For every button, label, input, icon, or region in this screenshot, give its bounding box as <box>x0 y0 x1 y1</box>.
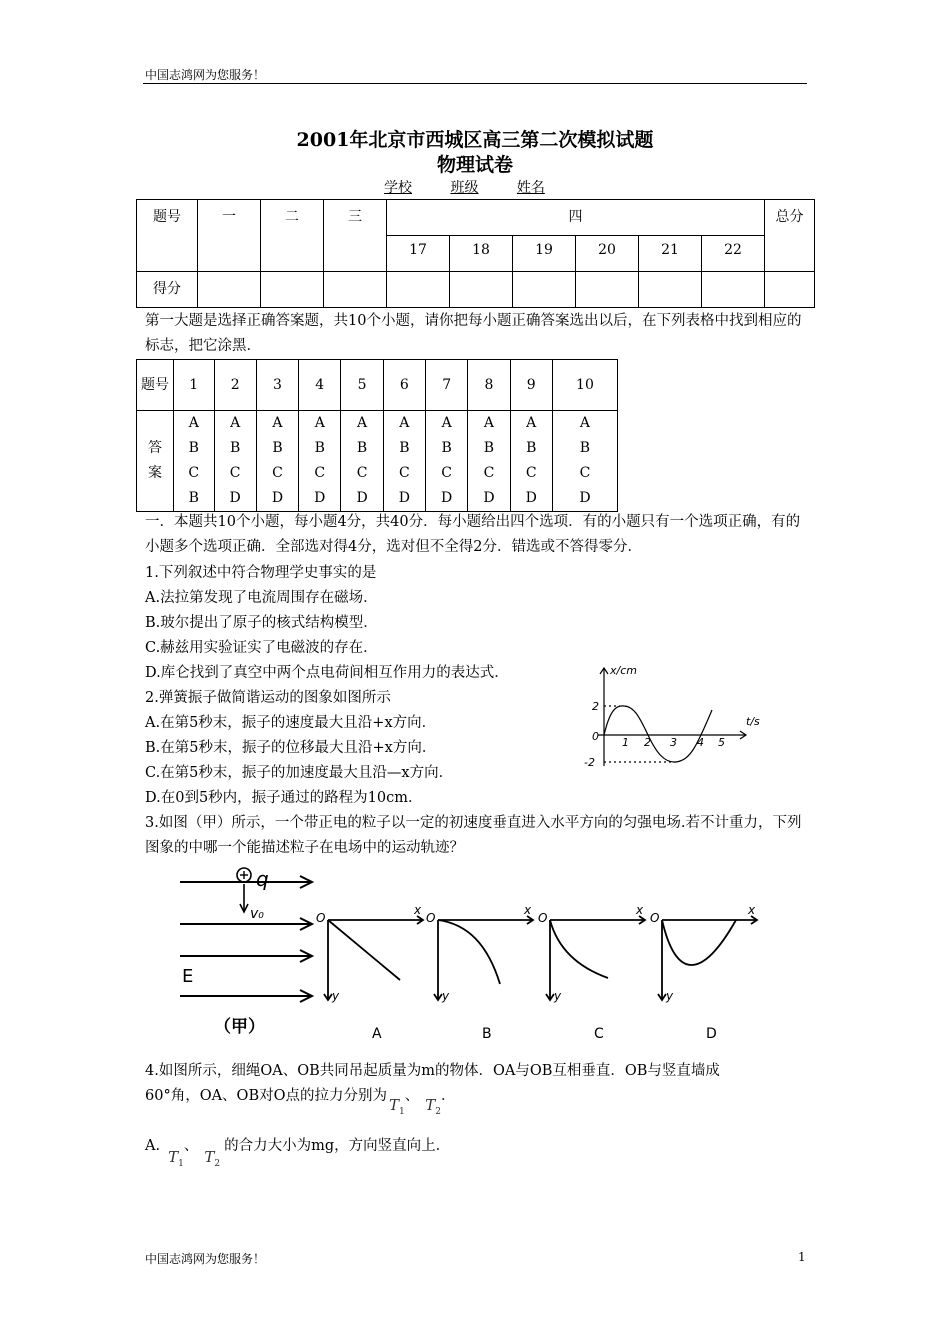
page-footer: 中国志鸿网为您服务！ <box>145 1252 266 1266</box>
option-origin-label: O <box>316 911 326 925</box>
score-cell[interactable] <box>576 272 639 308</box>
answer-choice[interactable]: B <box>441 440 452 456</box>
answer-choice[interactable]: D <box>356 490 368 506</box>
answer-choice[interactable]: C <box>398 465 410 481</box>
score-cell[interactable] <box>639 272 702 308</box>
score-subcol: 18 <box>450 236 513 272</box>
answer-cell <box>341 411 383 512</box>
q4-stem-text: 60°角，OA、OB对O点的拉力分别为 <box>145 1088 387 1104</box>
t2-symbol: T <box>204 1148 215 1166</box>
option-letter: D <box>706 1026 717 1042</box>
page-number: 1 <box>798 1250 806 1264</box>
answer-choice[interactable]: B <box>188 440 199 456</box>
score-subcol: 17 <box>387 236 450 272</box>
tension-t1 <box>389 1096 405 1117</box>
charge-label: q <box>256 867 269 891</box>
q2-option-b[interactable]: B.在第5秒末，振子的位移最大且沿+x方向． <box>145 740 437 756</box>
q2-option-c[interactable]: C.在第5秒末，振子的加速度最大且沿—x方向． <box>145 765 454 781</box>
answer-cell <box>174 411 215 512</box>
answer-number: 7 <box>426 360 468 411</box>
answer-choice[interactable]: A <box>272 415 283 431</box>
score-cell[interactable] <box>513 272 576 308</box>
answer-choice[interactable]: B <box>272 440 283 456</box>
q3-stem: 3.如图（甲）所示，一个带正电的粒子以一定的初速度垂直进入水平方向的匀强电场.若不计重力，下列图象的中哪一个能描述粒子在电场中的运动轨迹？ <box>145 815 802 856</box>
option-y-label: y <box>554 989 562 1003</box>
answer-choice[interactable]: C <box>314 465 326 481</box>
answer-choice[interactable]: B <box>188 490 199 506</box>
option-origin-label: O <box>426 911 436 925</box>
answer-choice[interactable]: C <box>579 465 591 481</box>
q1-option-d[interactable]: D.库仑找到了真空中两个点电荷间相互作用力的表达式． <box>145 665 509 681</box>
graph-xtick: 1 <box>622 736 629 749</box>
graph-ytick: 2 <box>592 700 599 713</box>
trajectory-curve <box>662 920 736 965</box>
separator: 、 <box>404 1088 420 1104</box>
answer-cell <box>426 411 468 512</box>
graph-x-label: t/s <box>746 715 760 728</box>
t2-subscript: 2 <box>214 1159 221 1169</box>
field-label: E <box>182 966 194 987</box>
answer-cell <box>214 411 256 512</box>
graph-y-label: x/cm <box>610 664 637 677</box>
score-cell[interactable] <box>387 272 450 308</box>
answer-choice[interactable]: A <box>314 415 325 431</box>
q4-stem-1: 4.如图所示，细绳OA、OB共同吊起质量为m的物体．OA与OB互相垂直．OB与竖直墙成 <box>145 1063 720 1079</box>
answer-cell <box>510 411 552 512</box>
answer-number: 2 <box>214 360 256 411</box>
answer-choice[interactable]: A <box>399 415 410 431</box>
q4-option-a[interactable] <box>145 1134 451 1169</box>
answer-cell <box>383 411 425 512</box>
q2-stem: 2.弹簧振子做简谐运动的图象如图所示 <box>145 690 391 706</box>
graph-origin: 0 <box>592 730 599 743</box>
score-row-label: 得分 <box>137 272 198 308</box>
oscillation-graph <box>580 660 780 780</box>
graph-xtick: 2 <box>644 736 651 749</box>
q2-option-d[interactable]: D.在0到5秒内，振子通过的路程为10cm． <box>145 790 423 806</box>
graph-xtick: 5 <box>718 736 725 749</box>
t1-subscript: 1 <box>178 1159 184 1169</box>
answer-choice[interactable]: C <box>229 465 241 481</box>
score-cell[interactable] <box>324 272 387 308</box>
velocity-label: v₀ <box>250 906 264 922</box>
graph-sine-curve <box>604 706 712 762</box>
answer-cell <box>552 411 617 512</box>
tension-t2 <box>204 1148 221 1169</box>
q3-figure <box>170 864 780 1049</box>
answer-choice[interactable]: B <box>579 440 591 456</box>
answer-choice[interactable]: A <box>579 415 590 431</box>
header-divider <box>143 83 807 84</box>
answer-number: 1 <box>174 360 215 411</box>
answer-cell <box>468 411 510 512</box>
answer-choice[interactable]: A <box>356 415 368 431</box>
graph-xtick: 4 <box>697 736 704 749</box>
answer-choice[interactable]: C <box>525 465 537 481</box>
score-subcol: 20 <box>576 236 639 272</box>
q4-option-a-prefix: A. <box>145 1138 161 1154</box>
t1-subscript: 1 <box>399 1107 405 1117</box>
answer-choice[interactable]: B <box>356 440 368 456</box>
option-y-label: y <box>332 989 340 1003</box>
score-subcol: 22 <box>702 236 765 272</box>
answer-choice[interactable]: A <box>526 415 537 431</box>
trajectory-curve <box>438 920 500 984</box>
exam-subtitle: 物理试卷 <box>436 154 513 176</box>
option-origin-label: O <box>650 911 660 925</box>
answer-number: 10 <box>552 360 617 411</box>
option-y-label: y <box>442 989 450 1003</box>
answer-choice[interactable]: B <box>399 440 410 456</box>
answer-choice[interactable]: B <box>314 440 325 456</box>
stem-end: ． <box>441 1088 456 1104</box>
t2-symbol: T <box>425 1096 436 1114</box>
q4-stem-2 <box>145 1084 456 1117</box>
q4-option-a-text: 的合力大小为mg，方向竖直向上． <box>224 1138 451 1154</box>
option-x-label: x <box>524 903 532 917</box>
score-subcol: 19 <box>513 236 576 272</box>
option-x-label: x <box>636 903 644 917</box>
score-table <box>136 199 815 308</box>
option-y-label: y <box>666 989 674 1003</box>
answer-choice[interactable]: A <box>441 415 452 431</box>
q1-option-c[interactable]: C.赫兹用实验证实了电磁波的存在． <box>145 640 378 656</box>
score-section-4: 四 <box>387 200 765 236</box>
trajectory-curve <box>328 920 400 980</box>
score-subcol: 21 <box>639 236 702 272</box>
answer-choice[interactable]: C <box>272 465 283 481</box>
answer-choice[interactable]: D <box>579 490 591 506</box>
score-col-label: 题号 <box>137 200 198 272</box>
answer-choice[interactable]: D <box>314 490 326 506</box>
answer-header-label: 题号 <box>137 360 174 411</box>
q1-option-b[interactable]: B.玻尔提出了原子的核式结构模型． <box>145 615 378 631</box>
answer-number: 5 <box>341 360 383 411</box>
score-cell[interactable] <box>261 272 324 308</box>
name-field: 姓名 <box>516 180 545 196</box>
answer-choice[interactable]: C <box>356 465 368 481</box>
answer-number: 6 <box>383 360 425 411</box>
answer-choice[interactable]: B <box>230 440 241 456</box>
graph-ytick: -2 <box>584 756 595 769</box>
answer-choice[interactable]: A <box>230 415 241 431</box>
answer-instructions: 第一大题是选择正确答案题，共10个小题，请你把每小题正确答案选出以后，在下列表格中找到相应的标志，把它涂黑． <box>145 313 802 354</box>
answer-number: 9 <box>510 360 552 411</box>
score-cell[interactable] <box>765 272 815 308</box>
score-cell[interactable] <box>198 272 261 308</box>
school-field: 学校 <box>384 180 412 196</box>
answer-choice[interactable]: D <box>229 490 241 506</box>
student-info <box>384 177 579 197</box>
tension-t2 <box>425 1096 441 1117</box>
class-field: 班级 <box>450 180 479 196</box>
answer-choice[interactable]: C <box>483 465 495 481</box>
answer-choice[interactable]: B <box>526 440 537 456</box>
answer-choice[interactable]: C <box>188 465 200 481</box>
q1-option-a[interactable]: A.法拉第发现了电流周围存在磁场． <box>145 590 378 606</box>
answer-cell <box>299 411 341 512</box>
score-section-3: 三 <box>324 200 387 272</box>
answer-choice[interactable]: A <box>188 415 199 431</box>
section1-intro: 一．本题共10个小题，每小题4分，共40分．每小题给出四个选项．有的小题只有一个选项正确，有的小题多个选项正确．全部选对得4分，选对但不全得2分．错选或不答得零分． <box>145 514 801 555</box>
graph-xtick: 3 <box>670 736 677 749</box>
answer-choice[interactable]: D <box>525 490 537 506</box>
option-letter: B <box>482 1026 492 1042</box>
answer-choice[interactable]: D <box>398 490 410 506</box>
score-section-2: 二 <box>261 200 324 272</box>
t2-subscript: 2 <box>435 1107 441 1117</box>
answer-choice[interactable]: B <box>483 440 495 456</box>
q1-stem: 1.下列叙述中符合物理学史事实的是 <box>145 565 377 581</box>
exam-title: 2001年北京市西城区高三第二次模拟试题 <box>296 129 654 151</box>
option-letter: A <box>372 1026 382 1042</box>
trajectory-curve <box>550 920 608 978</box>
option-x-label: x <box>414 903 422 917</box>
answer-choice[interactable]: D <box>441 490 453 506</box>
option-origin-label: O <box>538 911 548 925</box>
answer-cell <box>256 411 298 512</box>
score-cell[interactable] <box>702 272 765 308</box>
score-cell[interactable] <box>450 272 513 308</box>
answer-choice[interactable]: A <box>483 415 494 431</box>
q2-option-a[interactable]: A.在第5秒末，振子的速度最大且沿+x方向． <box>145 715 437 731</box>
answer-number: 8 <box>468 360 510 411</box>
answer-row-label: 答案 <box>137 411 174 512</box>
answer-choice[interactable]: C <box>441 465 452 481</box>
separator: 、 <box>183 1138 199 1154</box>
page-header: 中国志鸿网为您服务！ <box>145 68 266 82</box>
answer-table <box>136 359 618 512</box>
figure-caption: （甲） <box>214 1017 265 1037</box>
option-x-label: x <box>748 903 756 917</box>
answer-number: 3 <box>256 360 298 411</box>
option-letter: C <box>594 1026 604 1042</box>
answer-choice[interactable]: D <box>483 490 495 506</box>
score-section-1: 一 <box>198 200 261 272</box>
t1-symbol: T <box>168 1148 179 1166</box>
answer-number: 4 <box>299 360 341 411</box>
answer-choice[interactable]: D <box>271 490 284 506</box>
tension-t1 <box>168 1148 184 1169</box>
score-total: 总分 <box>765 200 815 272</box>
t1-symbol: T <box>389 1096 400 1114</box>
